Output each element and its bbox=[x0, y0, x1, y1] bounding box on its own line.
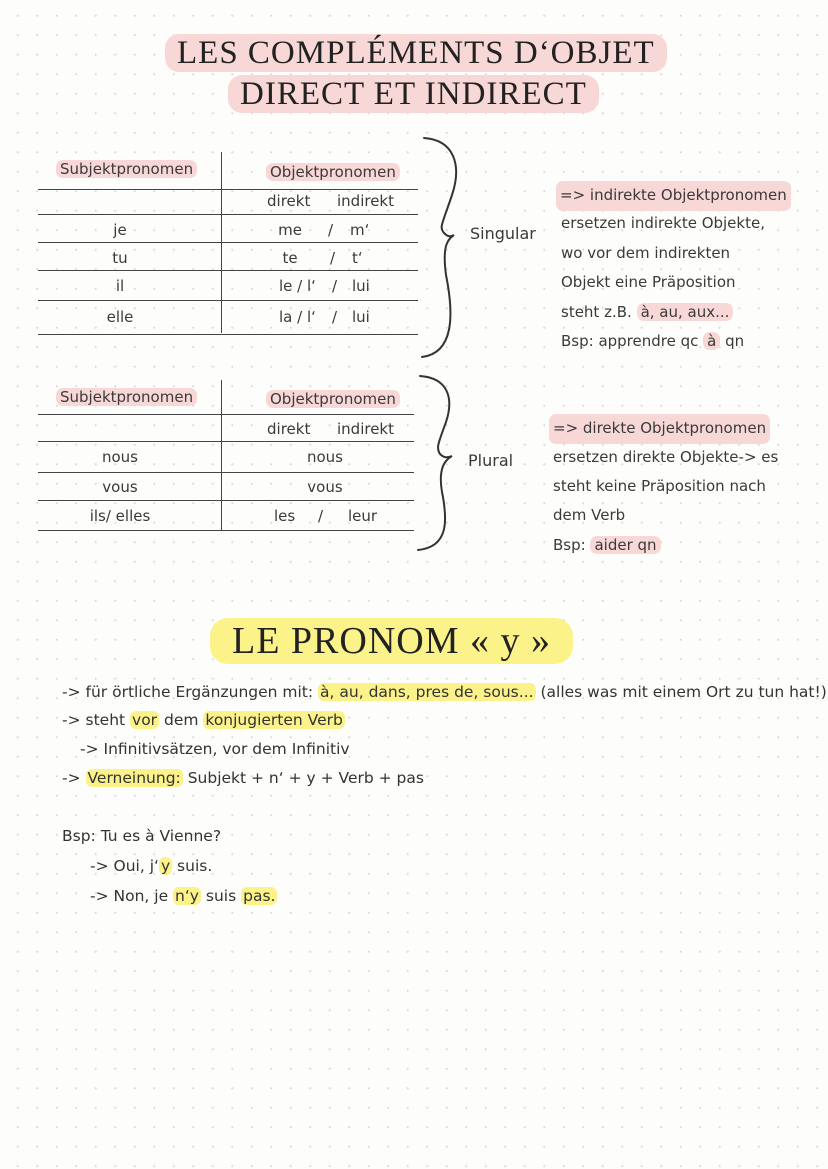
rule-text: dem bbox=[159, 711, 204, 729]
sub-header-indirekt: indirekt bbox=[337, 420, 394, 438]
note-line: ersetzen direkte Objekte-> es bbox=[553, 448, 779, 466]
rule-text: -> bbox=[62, 769, 86, 787]
row-subject: il bbox=[115, 277, 125, 295]
col1-header: Subjektpronomen bbox=[56, 160, 197, 178]
title-line-1: LES COMPLÉMENTS D‘OBJET bbox=[165, 34, 667, 72]
answer-highlight: pas. bbox=[243, 887, 276, 905]
row-subject: je bbox=[113, 221, 127, 239]
note-example bbox=[553, 531, 661, 561]
col2-header: Objektpronomen bbox=[266, 390, 400, 408]
note-example bbox=[561, 327, 744, 357]
curly-brace-icon bbox=[412, 372, 462, 557]
rule-highlight: vor bbox=[132, 711, 158, 729]
row-indirect: lui bbox=[352, 277, 370, 295]
table-rule bbox=[38, 189, 418, 190]
brace-label-singular: Singular bbox=[470, 224, 536, 243]
rule-line: -> Infinitivsätzen, vor dem Infinitiv bbox=[80, 740, 350, 758]
table-divider bbox=[221, 380, 222, 530]
table-rule bbox=[38, 472, 414, 473]
note-text: Bsp: apprendre qc bbox=[561, 332, 704, 350]
answer-text: suis bbox=[200, 887, 242, 905]
row-sep: / bbox=[332, 277, 338, 295]
rule-text: -> für örtliche Ergänzungen mit: bbox=[62, 683, 319, 701]
table-rule bbox=[38, 334, 418, 335]
row-object: vous bbox=[307, 478, 343, 496]
note-line bbox=[561, 298, 733, 328]
col1-header: Subjektpronomen bbox=[56, 388, 197, 406]
row-object: nous bbox=[306, 448, 343, 466]
row-subject: vous bbox=[102, 478, 138, 496]
table-rule bbox=[38, 214, 418, 215]
note-line: dem Verb bbox=[553, 506, 626, 524]
rule-line bbox=[62, 711, 345, 729]
note-highlight: aider qn bbox=[590, 536, 660, 554]
table-rule bbox=[38, 300, 418, 301]
note-line: wo vor dem indirekten bbox=[561, 244, 731, 262]
row-sep: / bbox=[328, 221, 334, 239]
example-question: Bsp: Tu es à Vienne? bbox=[62, 827, 222, 845]
brace-label-plural: Plural bbox=[468, 451, 514, 470]
row-subject: nous bbox=[101, 448, 138, 466]
note-text: qn bbox=[720, 332, 745, 350]
example-answer bbox=[90, 887, 277, 905]
row-direct: le / l‘ bbox=[279, 277, 316, 295]
rule-text: Subjekt + n‘ + y + Verb + pas bbox=[182, 769, 424, 787]
table-rule bbox=[38, 500, 414, 501]
row-indirect: lui bbox=[352, 308, 370, 326]
row-subject: tu bbox=[112, 249, 128, 267]
rule-line bbox=[62, 683, 827, 701]
row-direct: les bbox=[274, 507, 296, 525]
answer-text: -> Oui, j‘ bbox=[90, 857, 159, 875]
col2-header: Objektpronomen bbox=[266, 163, 400, 181]
row-sep: / bbox=[318, 507, 324, 525]
rule-text: -> steht bbox=[62, 711, 131, 729]
note-heading: => direkte Objektpronomen bbox=[549, 414, 770, 444]
row-direct: te bbox=[282, 249, 298, 267]
note-line: steht keine Präposition nach bbox=[553, 477, 766, 495]
note-text: steht z.B. bbox=[561, 303, 637, 321]
table-rule bbox=[38, 441, 414, 442]
note-heading: => indirekte Objektpronomen bbox=[556, 181, 791, 211]
rule-highlight: à, au, dans, pres de, sous... bbox=[320, 683, 534, 701]
answer-text: suis. bbox=[172, 857, 213, 875]
table-rule bbox=[38, 242, 418, 243]
row-subject: elle bbox=[106, 308, 134, 326]
sub-header-direkt: direkt bbox=[267, 420, 311, 438]
rule-text: (alles was mit einem Ort zu tun hat!) bbox=[535, 683, 827, 701]
row-direct: me bbox=[278, 221, 302, 239]
rule-line bbox=[62, 769, 424, 787]
answer-highlight: n‘y bbox=[175, 887, 199, 905]
sub-header-indirekt: indirekt bbox=[337, 192, 394, 210]
row-subject: ils/ elles bbox=[89, 507, 151, 525]
row-sep: / bbox=[330, 249, 336, 267]
note-text: Bsp: bbox=[553, 536, 591, 554]
example-answer bbox=[90, 857, 212, 875]
note-highlight: à bbox=[703, 332, 720, 350]
rule-highlight: konjugierten Verb bbox=[205, 711, 343, 729]
note-line: Objekt eine Präposition bbox=[561, 273, 736, 291]
table-rule bbox=[38, 270, 418, 271]
sub-header-direkt: direkt bbox=[267, 192, 311, 210]
table-rule bbox=[38, 414, 414, 415]
note-highlight: à, au, aux... bbox=[637, 303, 734, 321]
rule-highlight: Verneinung: bbox=[87, 769, 181, 787]
answer-text: -> Non, je bbox=[90, 887, 174, 905]
row-direct: la / l‘ bbox=[279, 308, 316, 326]
answer-highlight: y bbox=[160, 857, 171, 875]
section-title-y: LE PRONOM « y » bbox=[210, 618, 573, 664]
table-rule bbox=[38, 530, 414, 531]
title-line-2: DIRECT ET INDIRECT bbox=[228, 75, 599, 113]
row-sep: / bbox=[332, 308, 338, 326]
row-indirect: t‘ bbox=[352, 249, 363, 267]
row-indirect: leur bbox=[348, 507, 378, 525]
row-indirect: m‘ bbox=[350, 221, 370, 239]
curly-brace-icon bbox=[414, 135, 464, 365]
note-line: ersetzen indirekte Objekte, bbox=[561, 214, 765, 232]
